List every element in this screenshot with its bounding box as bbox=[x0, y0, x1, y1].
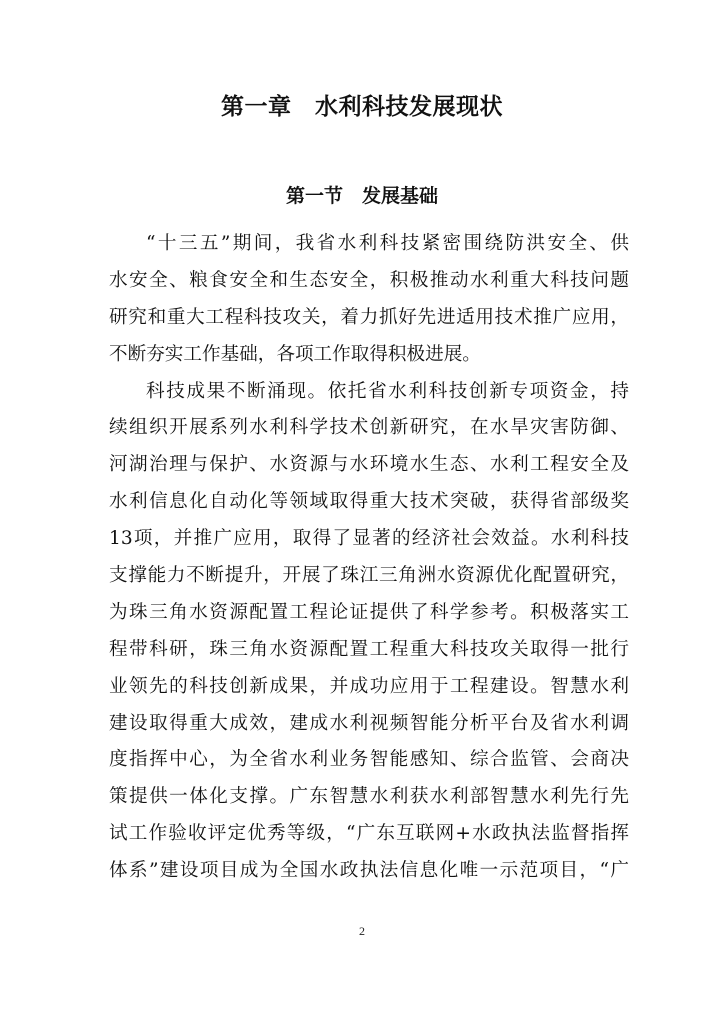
paragraph-2-line-1: 科技成果不断涌现。依托省水利科技创新专项资金，持 bbox=[146, 380, 629, 402]
paragraph-2-line-6: 支撑能力不断提升，开展了珠江三角洲水资源优化配置研究， bbox=[109, 565, 629, 587]
paragraph-1-line-1: “十三五”期间，我省水利科技紧密围绕防洪安全、供 bbox=[146, 233, 629, 254]
paragraph-2-line-14: 体系”建设项目成为全国水政执法信息化唯一示范项目，“广 bbox=[109, 860, 629, 882]
paragraph-2-line-11: 度指挥中心，为全省水利业务智能感知、综合监管、会商决 bbox=[109, 749, 629, 771]
page-number: 2 bbox=[359, 924, 365, 938]
paragraph-2-line-9: 业领先的科技创新成果，并成功应用于工程建设。智慧水利 bbox=[109, 675, 629, 697]
paragraph-2-line-3: 河湖治理与保护、水资源与水环境水生态、水利工程安全及 bbox=[109, 454, 629, 476]
section-title: 第一节 发展基础 bbox=[285, 185, 438, 207]
paragraph-2-line-12: 策提供一体化支撑。广东智慧水利获水利部智慧水利先行先 bbox=[109, 786, 629, 808]
paragraph-1-line-2: 水安全、粮食安全和生态安全，积极推动水利重大科技问题 bbox=[109, 269, 629, 291]
paragraph-1-line-4: 不断夯实工作基础，各项工作取得积极进展。 bbox=[109, 343, 481, 365]
body-text bbox=[109, 226, 629, 890]
paragraph-2-line-2: 续组织开展系列水利科学技术创新研究，在水旱灾害防御、 bbox=[109, 417, 629, 439]
paragraph-2-line-4: 水利信息化自动化等领域取得重大技术突破，获得省部级奖 bbox=[109, 491, 629, 513]
paragraph-2-line-7: 为珠三角水资源配置工程论证提供了科学参考。积极落实工 bbox=[109, 601, 629, 623]
paragraph-2-line-5: 13项，并推广应用，取得了显著的经济社会效益。水利科技 bbox=[109, 528, 629, 550]
chapter-title: 第一章 水利科技发展现状 bbox=[221, 93, 503, 120]
paragraph-1-line-3: 研究和重大工程科技攻关，着力抓好先进适用技术推广应用， bbox=[109, 306, 629, 328]
paragraph-2-line-8: 程带科研，珠三角水资源配置工程重大科技攻关取得一批行 bbox=[109, 638, 629, 660]
paragraph-2-line-13: 试工作验收评定优秀等级，“广东互联网+水政执法监督指挥 bbox=[109, 823, 629, 845]
paragraph-2-line-10: 建设取得重大成效，建成水利视频智能分析平台及省水利调 bbox=[109, 712, 629, 734]
